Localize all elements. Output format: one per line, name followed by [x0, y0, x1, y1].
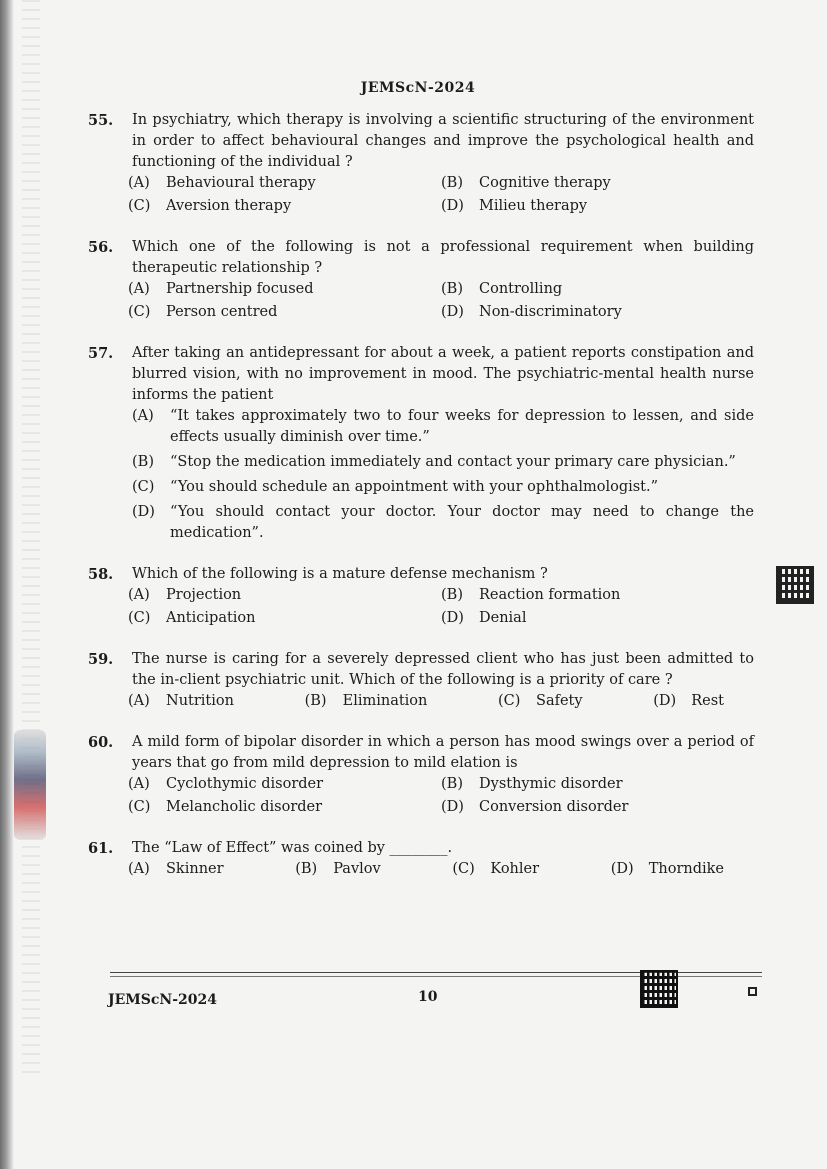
option-text: Pavlov	[333, 861, 381, 877]
option-c[interactable]	[128, 797, 441, 818]
question-text: Which one of the following is not a professional requirement when building therapeutic relationship ?	[132, 239, 754, 276]
option-label: (C)	[132, 479, 155, 495]
option-text: Nutrition	[166, 693, 234, 709]
option-label: (D)	[610, 861, 634, 877]
options	[128, 774, 754, 818]
option-label: (A)	[128, 693, 150, 709]
option-text: Dysthymic disorder	[479, 776, 623, 792]
option-text: “You should contact your doctor. Your doctor may need to change the medication”.	[170, 504, 754, 541]
option-d[interactable]	[441, 608, 754, 629]
question-text: In psychiatry, which therapy is involving a scientific structuring of the environment in order to affect behavioural changes and improve the psychological health and functioning of the individual ?	[132, 112, 754, 170]
option-label: (C)	[128, 304, 151, 320]
option-label: (C)	[128, 198, 151, 214]
qr-code-icon	[776, 566, 814, 604]
option-d[interactable]	[441, 797, 754, 818]
option-label: (D)	[441, 304, 464, 320]
option-text: Anticipation	[166, 610, 256, 626]
option-text: Projection	[166, 587, 242, 603]
option-text: Cyclothymic disorder	[166, 776, 324, 792]
option-text: “It takes approximately two to four weeks for depression to lessen, and side effects usually diminish over time.”	[170, 408, 754, 445]
question-number: 59.	[88, 651, 114, 668]
option-label: (D)	[653, 693, 677, 709]
option-text: Safety	[536, 693, 583, 709]
option-label: (A)	[132, 408, 154, 424]
option-b[interactable]	[295, 859, 381, 880]
question-60	[82, 732, 754, 818]
option-label: (A)	[128, 587, 150, 603]
option-b[interactable]	[305, 691, 428, 712]
option-label: (D)	[132, 504, 155, 520]
option-a[interactable]	[128, 774, 441, 795]
option-label: (B)	[441, 587, 463, 603]
question-55	[82, 110, 754, 217]
option-d[interactable]	[441, 196, 754, 217]
option-b[interactable]	[132, 452, 754, 473]
option-d[interactable]	[132, 502, 754, 544]
option-text: Kohler	[490, 861, 540, 877]
option-a[interactable]	[128, 173, 441, 194]
option-text: Thorndike	[648, 861, 724, 877]
option-c[interactable]	[132, 477, 754, 498]
option-label: (A)	[128, 776, 150, 792]
question-number: 55.	[88, 112, 114, 129]
question-number: 56.	[88, 239, 114, 256]
option-text: Melancholic disorder	[166, 799, 323, 815]
option-b[interactable]	[441, 585, 754, 606]
option-c[interactable]	[128, 608, 441, 629]
question-number: 60.	[88, 734, 114, 751]
option-d[interactable]	[653, 691, 724, 712]
option-text: Partnership focused	[166, 281, 314, 297]
question-text: Which of the following is a mature defense mechanism ?	[132, 566, 548, 582]
question-text: The nurse is caring for a severely depressed client who has just been admitted to the in-client psychiatric unit. Which of the following is a priority of care ?	[132, 651, 754, 688]
option-text: Rest	[691, 693, 724, 709]
options	[128, 691, 724, 712]
option-c[interactable]	[128, 196, 441, 217]
option-d[interactable]	[441, 302, 754, 323]
question-61	[82, 838, 754, 880]
option-text: Controlling	[479, 281, 563, 297]
option-a[interactable]	[128, 691, 234, 712]
option-label: (A)	[128, 281, 150, 297]
option-c[interactable]	[128, 302, 441, 323]
options	[128, 279, 754, 323]
question-58	[82, 564, 754, 629]
option-text: Skinner	[166, 861, 224, 877]
footer-code: JEMScN-2024	[108, 992, 217, 1008]
option-a[interactable]	[128, 859, 224, 880]
option-label: (B)	[441, 776, 463, 792]
question-text: The “Law of Effect” was coined by ________.	[132, 840, 453, 856]
options	[128, 859, 724, 880]
question-57	[82, 343, 754, 544]
option-d[interactable]	[611, 859, 724, 880]
option-text: Behavioural therapy	[166, 175, 316, 191]
option-text: Non-discriminatory	[479, 304, 622, 320]
option-text: Conversion disorder	[479, 799, 629, 815]
question-number: 57.	[88, 345, 114, 362]
footer-qr-code-icon	[640, 970, 678, 1008]
option-label: (B)	[441, 281, 463, 297]
option-text: Elimination	[342, 693, 428, 709]
option-text: “Stop the medication immediately and contact your primary care physician.”	[170, 454, 736, 470]
option-label: (C)	[128, 610, 151, 626]
option-label: (B)	[295, 861, 318, 877]
option-label: (C)	[128, 799, 151, 815]
option-c[interactable]	[498, 691, 583, 712]
option-text: Denial	[479, 610, 527, 626]
exam-page	[82, 80, 754, 880]
corner-marker-icon	[748, 987, 757, 996]
question-text: A mild form of bipolar disorder in which a person has mood swings over a period of years that go from mild depression to mild elation is	[132, 734, 754, 771]
option-label: (C)	[452, 861, 475, 877]
option-label: (A)	[128, 861, 150, 877]
option-a[interactable]	[128, 279, 441, 300]
question-number: 58.	[88, 566, 114, 583]
options	[128, 585, 754, 629]
option-a[interactable]	[132, 406, 754, 448]
paper-fold-shadow	[22, 0, 40, 1080]
option-text: Reaction formation	[479, 587, 621, 603]
option-c[interactable]	[452, 859, 539, 880]
header-code: JEMScN-2024	[360, 80, 476, 96]
option-text: Aversion therapy	[166, 198, 292, 214]
option-label: (D)	[441, 198, 464, 214]
option-label: (B)	[441, 175, 463, 191]
option-label: (B)	[132, 454, 154, 470]
options	[132, 406, 754, 544]
option-text: Milieu therapy	[479, 198, 588, 214]
scan-edge	[0, 0, 14, 1169]
option-b[interactable]	[441, 774, 754, 795]
question-59	[82, 649, 754, 712]
option-label: (A)	[128, 175, 150, 191]
options	[128, 173, 754, 217]
question-56	[82, 237, 754, 323]
option-text: “You should schedule an appointment with your ophthalmologist.”	[170, 479, 659, 495]
option-text: Person centred	[166, 304, 278, 320]
page-number: 10	[418, 989, 438, 1005]
option-label: (D)	[441, 799, 464, 815]
question-number: 61.	[88, 840, 114, 857]
option-b[interactable]	[441, 279, 754, 300]
side-sticker	[14, 730, 46, 840]
question-text: After taking an antidepressant for about a week, a patient reports constipation and blurred vision, with no improvement in mood. The psychiatric-mental health nurse informs the patient	[132, 345, 754, 403]
option-label: (B)	[304, 693, 327, 709]
option-b[interactable]	[441, 173, 754, 194]
option-label: (C)	[498, 693, 521, 709]
option-label: (D)	[441, 610, 464, 626]
option-text: Cognitive therapy	[479, 175, 611, 191]
option-a[interactable]	[128, 585, 441, 606]
